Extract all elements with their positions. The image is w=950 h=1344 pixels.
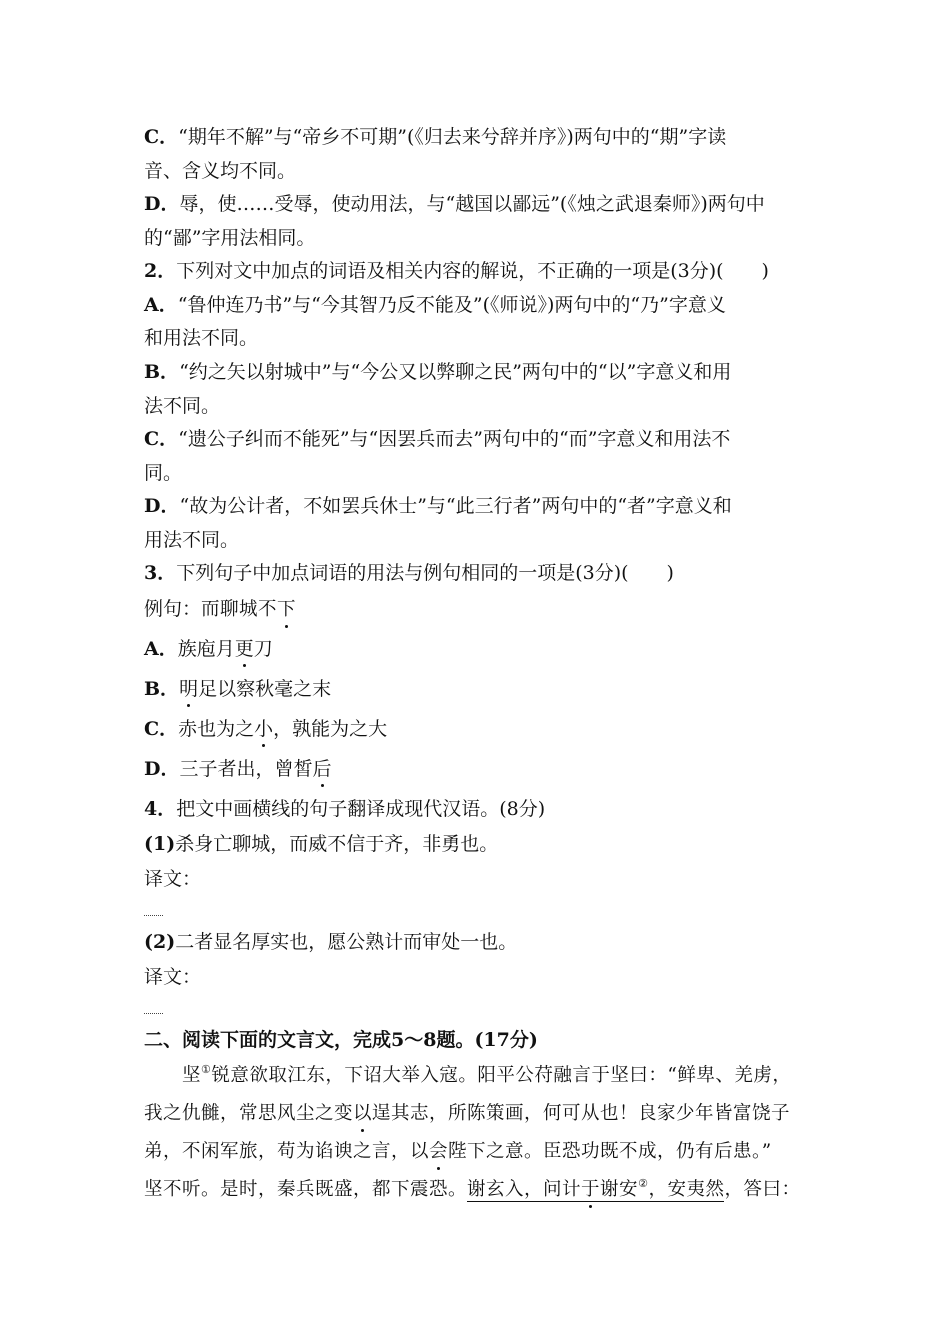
example-prefix: 例句：	[144, 598, 202, 620]
q3-option-a	[144, 636, 273, 662]
passage-text: 逞其志，所陈策画，何可从也！良家少年皆富饶子	[372, 1103, 791, 1124]
dotted-char: 更	[234, 638, 254, 660]
underlined-text: 谢玄入，问计	[467, 1179, 582, 1200]
passage-text: 弟，不闲军旅，苟为谄谀之言，以	[144, 1141, 430, 1162]
passage-text: 坚	[182, 1065, 202, 1086]
underlined-text: 谢安	[600, 1179, 639, 1200]
dotted-char: 会	[429, 1139, 448, 1165]
option-text: B．	[144, 678, 180, 700]
option-text: ，孰能为之大	[273, 718, 388, 740]
question-2-title: 2．下列对文中加点的词语及相关内容的解说，不正确的一项是(3分)( )	[144, 260, 769, 282]
dotted-char: 下	[277, 597, 296, 623]
option-c-line-2: 音、含义均不同。	[144, 160, 297, 182]
passage-text: 坚不听。是时，秦兵既盛，都下震恐。	[144, 1179, 468, 1200]
dotted-char: 以	[353, 1101, 372, 1127]
option-d-line-1: D．辱，使……受辱，使动用法，与“越国以鄙远”(《烛之武退秦师》)两句中	[144, 193, 765, 215]
option-text: 足以察秋毫之末	[198, 678, 332, 700]
q2-option-b-line-2: 法不同。	[144, 395, 221, 417]
answer-line-2[interactable]	[144, 1013, 163, 1014]
passage-line-1	[182, 1063, 791, 1089]
q2-option-a-line-1: A．“鲁仲连乃书”与“今其智乃反不能及”(《师说》)两句中的“乃”字意义	[144, 294, 726, 316]
option-text: D．三子者出，曾皙	[144, 758, 313, 780]
q4-translation-label-1: 译文：	[144, 868, 202, 890]
q3-option-c	[144, 716, 387, 742]
option-c-line-1: C．“期年不解”与“帝乡不可期”(《归去来兮辞并序》)两句中的“期”字读	[144, 126, 727, 148]
q4-sentence-2: (2)二者显名厚实也，愿公熟计而审处一也。	[144, 931, 518, 953]
q2-option-c-line-2: 同。	[144, 462, 183, 484]
q3-option-d	[144, 756, 332, 782]
q2-option-b-line-1: B．“约之矢以射城中”与“今公又以弊聊之民”两句中的“以”字意义和用	[144, 361, 732, 383]
underlined-sentence	[467, 1179, 724, 1202]
question-3-title: 3．下列句子中加点词语的用法与例句相同的一项是(3分)( )	[144, 562, 674, 584]
dotted-char: 后	[312, 758, 332, 780]
dotted-char: 于	[581, 1177, 600, 1203]
q3-example	[144, 596, 296, 623]
q4-translation-label-2: 译文：	[144, 966, 202, 988]
footnote-marker: ①	[201, 1063, 212, 1076]
passage-line-4	[144, 1177, 800, 1203]
option-text: C．赤也为之	[144, 718, 255, 740]
passage-line-3	[144, 1139, 772, 1165]
q4-sentence-1: (1)杀身亡聊城，而威不信于齐，非勇也。	[144, 833, 499, 855]
passage-text: 锐意欲取江东，下诏大举入寇。阳平公苻融言于坚曰：“鲜卑、羌虏，	[211, 1065, 792, 1086]
passage-text: 我之仇雠，常思风尘之变	[144, 1103, 354, 1124]
q2-option-d-line-1: D．“故为公计者，不如罢兵休士”与“此三行者”两句中的“者”字意义和	[144, 495, 732, 517]
q2-option-d-line-2: 用法不同。	[144, 529, 240, 551]
q3-option-b	[144, 676, 331, 702]
passage-line-2	[144, 1101, 790, 1127]
option-text: 刀	[253, 638, 273, 660]
answer-line-1[interactable]	[144, 915, 163, 916]
dotted-char: 明	[179, 678, 199, 700]
question-4-title: 4．把文中画横线的句子翻译成现代汉语。(8分)	[144, 798, 546, 820]
dotted-char: 小	[254, 718, 274, 740]
passage-text: ，答曰：	[724, 1179, 801, 1200]
footnote-marker: ②	[638, 1177, 649, 1190]
passage-text: 陛下之意。臣恐功既不成，仍有后患。”	[448, 1141, 772, 1162]
option-text: A．族庖月	[144, 638, 235, 660]
example-text: 而聊城不	[201, 599, 278, 620]
option-d-line-2: 的“鄙”字用法相同。	[144, 227, 316, 249]
underlined-text: ，安夷然	[648, 1179, 725, 1200]
q2-option-a-line-2: 和用法不同。	[144, 327, 259, 349]
section-2-title: 二、阅读下面的文言文，完成5～8题。(17分)	[144, 1029, 538, 1051]
q2-option-c-line-1: C．“遗公子纠而不能死”与“因罢兵而去”两句中的“而”字意义和用法不	[144, 428, 731, 450]
